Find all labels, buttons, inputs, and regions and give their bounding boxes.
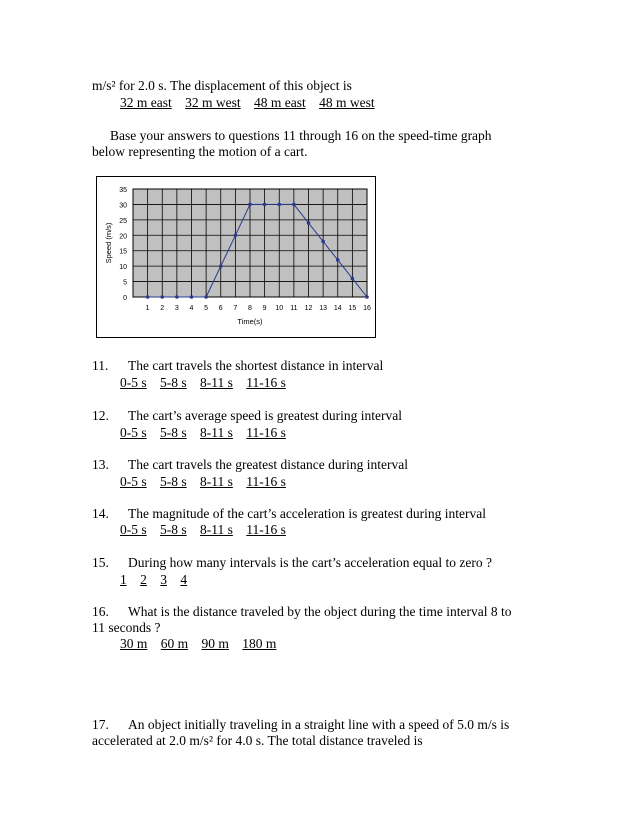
option[interactable]: 5-8 s — [160, 375, 187, 390]
x-tick-label: 1 — [145, 305, 150, 312]
x-tick-label: 2 — [160, 305, 165, 312]
question-number: 11. — [92, 358, 109, 373]
base-line-2: below representing the motion of a cart. — [92, 144, 308, 159]
question-14 — [92, 506, 486, 522]
question-12 — [92, 408, 402, 424]
x-tick-label: 3 — [174, 305, 179, 312]
y-tick-label: 35 — [119, 187, 127, 194]
y-axis-label: Speed (m/s) — [104, 222, 113, 264]
question-text: The cart’s average speed is greatest during interval — [128, 408, 403, 423]
question-text: The cart travels the shortest distance in interval — [128, 358, 384, 373]
y-tick-label: 0 — [123, 295, 127, 302]
option[interactable]: 180 m — [242, 636, 277, 651]
question-text: The cart travels the greatest distance during interval — [128, 457, 409, 472]
x-tick-label: 7 — [233, 305, 238, 312]
x-tick-label: 14 — [333, 305, 342, 312]
chart-svg — [97, 177, 375, 337]
question-17 — [92, 717, 509, 733]
x-tick-label: 6 — [218, 305, 223, 312]
x-tick-label: 15 — [348, 305, 357, 312]
option[interactable]: 8-11 s — [200, 375, 233, 390]
x-tick-label: 8 — [248, 305, 252, 312]
option[interactable]: 8-11 s — [200, 522, 233, 537]
option[interactable]: 8-11 s — [200, 425, 233, 440]
question-number: 13. — [92, 457, 109, 472]
option[interactable]: 2 — [140, 572, 147, 587]
option[interactable]: 4 — [180, 572, 188, 587]
option[interactable]: 3 — [160, 572, 167, 587]
intro-line: m/s² for 2.0 s. The displacement of this object is — [92, 78, 352, 93]
question-17-continued: accelerated at 2.0 m/s² for 4.0 s. The total distance traveled is — [92, 733, 423, 748]
intro-options — [120, 95, 385, 111]
option[interactable]: 8-11 s — [200, 474, 233, 489]
option[interactable]: 11-16 s — [246, 425, 286, 440]
question-number: 17. — [92, 717, 109, 732]
data-point — [160, 295, 164, 299]
y-tick-label: 30 — [119, 202, 127, 210]
question-13 — [92, 457, 408, 473]
option[interactable]: 11-16 s — [246, 522, 286, 537]
option[interactable]: 32 m west — [185, 95, 241, 110]
option[interactable]: 48 m east — [254, 95, 306, 110]
option[interactable]: 1 — [120, 572, 127, 587]
data-point — [307, 221, 311, 225]
x-tick-label: 16 — [363, 305, 371, 312]
option[interactable]: 0-5 s — [120, 425, 147, 440]
question-14-options — [120, 522, 296, 538]
data-point — [190, 295, 194, 299]
option[interactable]: 5-8 s — [160, 474, 187, 489]
x-tick-label: 5 — [204, 305, 209, 312]
data-point — [292, 203, 296, 207]
data-point — [365, 295, 369, 299]
option[interactable]: 30 m — [120, 636, 148, 651]
x-tick-label: 13 — [319, 305, 328, 312]
y-tick-label: 15 — [119, 248, 127, 256]
data-point — [351, 277, 355, 281]
question-number: 14. — [92, 506, 109, 521]
data-point — [277, 203, 281, 207]
x-tick-label: 9 — [262, 305, 267, 312]
question-16 — [92, 604, 512, 620]
question-16-continued: 11 seconds ? — [92, 620, 161, 635]
option[interactable]: 0-5 s — [120, 522, 147, 537]
data-point — [336, 258, 340, 262]
y-tick-label: 10 — [119, 264, 127, 272]
option[interactable]: 0-5 s — [120, 474, 147, 489]
question-text: What is the distance traveled by the object during the time interval 8 to — [128, 604, 512, 619]
data-point — [219, 264, 223, 268]
y-tick-label: 25 — [119, 217, 127, 225]
option[interactable]: 5-8 s — [160, 425, 187, 440]
question-12-options — [120, 425, 296, 441]
question-text: An object initially traveling in a straight line with a speed of 5.0 m/s is — [128, 717, 510, 732]
question-number: 16. — [92, 604, 109, 619]
question-11-options — [120, 375, 296, 391]
option[interactable]: 5-8 s — [160, 522, 187, 537]
y-tick-label: 20 — [119, 233, 127, 241]
base-line-1: Base your answers to questions 11 through 16 on the speed-time graph — [110, 128, 492, 143]
option[interactable]: 11-16 s — [246, 474, 286, 489]
x-tick-label: 11 — [290, 305, 298, 312]
question-11 — [92, 358, 383, 374]
option[interactable]: 60 m — [160, 636, 189, 651]
x-tick-label: 10 — [275, 305, 284, 312]
question-15-options — [120, 572, 197, 588]
option[interactable]: 0-5 s — [120, 375, 147, 390]
x-tick-label: 12 — [304, 305, 313, 312]
x-tick-label: 4 — [189, 305, 194, 312]
data-point — [204, 295, 208, 299]
option[interactable]: 90 m — [201, 636, 229, 651]
speed-time-chart — [96, 176, 376, 338]
data-point — [175, 295, 179, 299]
data-point — [263, 203, 267, 207]
y-tick-label: 5 — [123, 279, 127, 287]
question-text: During how many intervals is the cart’s acceleration equal to zero ? — [128, 555, 492, 570]
option[interactable]: 48 m west — [319, 95, 375, 110]
data-point — [234, 233, 238, 237]
question-number: 15. — [92, 555, 109, 570]
question-13-options — [120, 474, 296, 490]
option[interactable]: 11-16 s — [246, 375, 286, 390]
question-text: The magnitude of the cart’s acceleration is greatest during interval — [128, 506, 486, 521]
question-16-options — [120, 636, 286, 652]
data-point — [248, 203, 252, 207]
question-number: 12. — [92, 408, 109, 423]
x-axis-label: Time(s) — [237, 317, 263, 326]
data-point — [321, 240, 325, 244]
question-15 — [92, 555, 492, 571]
data-point — [146, 295, 150, 299]
option[interactable]: 32 m east — [120, 95, 172, 110]
